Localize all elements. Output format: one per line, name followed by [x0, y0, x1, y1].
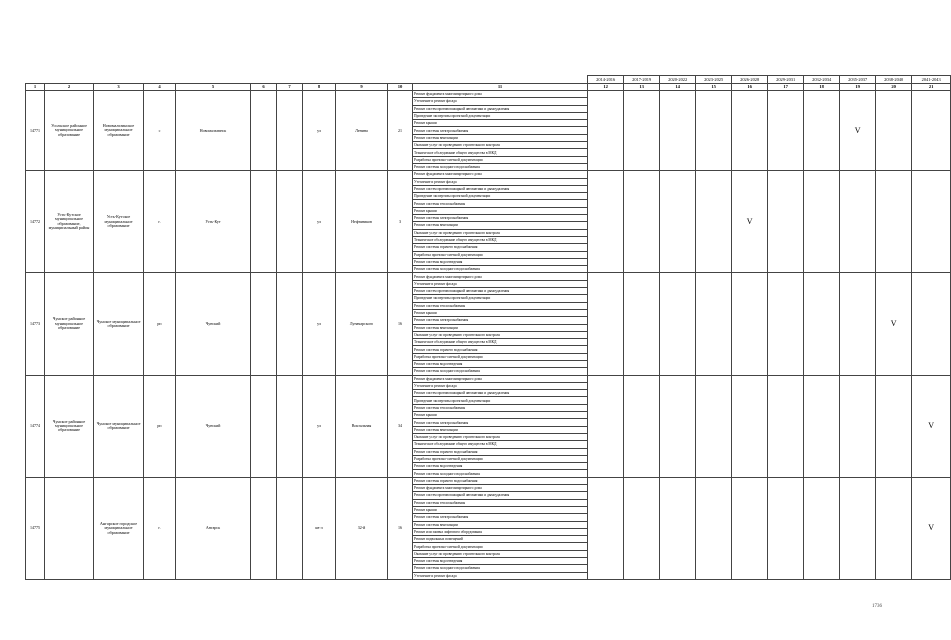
period-cell	[624, 375, 660, 477]
work-item: Ремонт системы водоотведения	[413, 258, 588, 265]
period-mark: V	[912, 375, 951, 477]
settlement-name: Чунский	[176, 375, 251, 477]
work-item: Разработка проектно-сметной документации	[413, 353, 588, 360]
period-cell	[840, 477, 876, 579]
period-header: 2014-2016	[588, 76, 624, 84]
municipality-name: Чунское муниципальное образование	[94, 375, 144, 477]
record-id: 14773	[26, 273, 45, 375]
column-number: 4	[144, 84, 176, 91]
period-header: 2023-2025	[696, 76, 732, 84]
period-mark: V	[732, 171, 768, 273]
period-cell	[624, 91, 660, 171]
period-cell	[912, 91, 951, 171]
street-name: Вокзальная	[336, 375, 388, 477]
work-item: Утепление и ремонт фасада	[413, 382, 588, 389]
work-item: Ремонт системы теплоснабжения	[413, 404, 588, 411]
period-cell	[840, 171, 876, 273]
period-header: 2026-2028	[732, 76, 768, 84]
work-item: Ремонт системы водоотведения	[413, 558, 588, 565]
column-number: 9	[336, 84, 388, 91]
period-cell	[768, 477, 804, 579]
column-number: 6	[251, 84, 277, 91]
column-number: 21	[912, 84, 951, 91]
district-name	[45, 477, 94, 579]
period-cell	[696, 91, 732, 171]
settlement-name: Новомальтинск	[176, 91, 251, 171]
work-item: Ремонт системы электроснабжения	[413, 127, 588, 134]
column-number: 8	[303, 84, 336, 91]
district-name: Чунское районное муниципальное образование	[45, 273, 94, 375]
work-item: Ремонт системы холодного водоснабжения	[413, 368, 588, 375]
work-item: Ремонт системы электроснабжения	[413, 419, 588, 426]
period-header: 2041-2043	[912, 76, 951, 84]
work-item: Ремонт системы теплоснабжения	[413, 499, 588, 506]
table-row	[26, 375, 951, 382]
period-cell	[804, 91, 840, 171]
work-item: Проведение экспертизы проектной документации	[413, 112, 588, 119]
work-item: Ремонт системы горячего водоснабжения	[413, 244, 588, 251]
column-number: 3	[94, 84, 144, 91]
period-cell	[588, 477, 624, 579]
work-item: Техническое обследование общего имущества в МКД	[413, 339, 588, 346]
column-number-row	[26, 84, 951, 91]
period-cell	[624, 273, 660, 375]
period-cell	[660, 171, 696, 273]
settlement-type: г.	[144, 171, 176, 273]
work-item: Ремонт крыши	[413, 120, 588, 127]
work-item: Ремонт систем противопожарной автоматики и дымоудаления	[413, 390, 588, 397]
street-name: Ленина	[336, 91, 388, 171]
work-item: Проведение экспертизы проектной документации	[413, 397, 588, 404]
street-name: 32-й	[336, 477, 388, 579]
work-item: Ремонт крыши	[413, 506, 588, 513]
work-item: Ремонт системы вентиляции	[413, 134, 588, 141]
work-item: Ремонт системы теплоснабжения	[413, 200, 588, 207]
column-number: 2	[45, 84, 94, 91]
house-number: 16	[388, 273, 413, 375]
period-cell	[660, 273, 696, 375]
period-header: 2017-2019	[624, 76, 660, 84]
work-item: Техническое обследование общего имущества в МКД	[413, 149, 588, 156]
work-item: Утепление и ремонт фасада	[413, 572, 588, 579]
work-item: Разработка проектно-сметной документации	[413, 156, 588, 163]
work-item: Ремонт систем противопожарной автоматики и дымоудаления	[413, 105, 588, 112]
period-cell	[768, 91, 804, 171]
house-number: 21	[388, 91, 413, 171]
period-cell	[660, 477, 696, 579]
column-number: 20	[876, 84, 912, 91]
period-cell	[732, 273, 768, 375]
work-item: Оказание услуг по проведению строительного контроля	[413, 433, 588, 440]
work-item: Оказание услуг по проведению строительного контроля	[413, 550, 588, 557]
period-cell	[732, 91, 768, 171]
work-item: Ремонт системы холодного водоснабжения	[413, 266, 588, 273]
settlement-type: г.	[144, 477, 176, 579]
work-item: Ремонт подвальных помещений	[413, 536, 588, 543]
work-item: Ремонт системы вентиляции	[413, 324, 588, 331]
work-item: Утепление и ремонт фасада	[413, 280, 588, 287]
work-item: Ремонт фундамента многоквартирного дома	[413, 375, 588, 382]
period-header-row	[26, 76, 951, 84]
work-item: Ремонт фундамента многоквартирного дома	[413, 485, 588, 492]
work-item: Ремонт систем противопожарной автоматики и дымоудаления	[413, 288, 588, 295]
municipality-name: Чунское муниципальное образование	[94, 273, 144, 375]
period-cell	[912, 273, 951, 375]
district-name: Чунское районное муниципальное образование	[45, 375, 94, 477]
period-mark: V	[876, 273, 912, 375]
work-item: Ремонт системы вентиляции	[413, 222, 588, 229]
street-name: Луначарского	[336, 273, 388, 375]
period-cell	[804, 477, 840, 579]
period-header: 2032-2034	[804, 76, 840, 84]
work-item: Проведение экспертизы проектной документации	[413, 193, 588, 200]
work-item: Ремонт системы холодного водоснабжения	[413, 565, 588, 572]
period-cell	[624, 477, 660, 579]
column-number: 15	[696, 84, 732, 91]
work-item: Ремонт крыши	[413, 207, 588, 214]
table-row	[26, 273, 951, 280]
table-row	[26, 477, 951, 484]
settlement-type: рп	[144, 273, 176, 375]
page-number: 1736	[872, 604, 882, 609]
empty-cell	[277, 91, 303, 171]
work-item: Ремонт системы теплоснабжения	[413, 302, 588, 309]
work-item: Утепление и ремонт фасада	[413, 178, 588, 185]
work-item: Ремонт или замена лифтового оборудования	[413, 528, 588, 535]
period-cell	[876, 375, 912, 477]
work-item: Ремонт крыши	[413, 309, 588, 316]
period-cell	[624, 171, 660, 273]
street-type: ул	[303, 171, 336, 273]
column-number: 10	[388, 84, 413, 91]
work-item: Ремонт системы вентиляции	[413, 521, 588, 528]
work-item: Ремонт системы горячего водоснабжения	[413, 477, 588, 484]
work-item: Техническое обследование общего имущества в МКД	[413, 236, 588, 243]
work-item: Оказание услуг по проведению строительного контроля	[413, 229, 588, 236]
period-header: 2038-2040	[876, 76, 912, 84]
work-item: Ремонт крыши	[413, 412, 588, 419]
period-cell	[840, 375, 876, 477]
period-cell	[660, 375, 696, 477]
period-cell	[588, 91, 624, 171]
municipality-name: Усть-Кутское муниципальное образование	[94, 171, 144, 273]
period-cell	[768, 375, 804, 477]
work-item: Ремонт системы водоотведения	[413, 463, 588, 470]
work-item: Ремонт системы холодного водоснабжения	[413, 163, 588, 170]
work-item: Ремонт фундамента многоквартирного дома	[413, 171, 588, 178]
work-item: Ремонт системы водоотведения	[413, 360, 588, 367]
period-header: 2020-2022	[660, 76, 696, 84]
work-item: Оказание услуг по проведению строительного контроля	[413, 331, 588, 338]
municipality-name: Новомальтинское муниципальное образование	[94, 91, 144, 171]
work-item: Ремонт системы горячего водоснабжения	[413, 346, 588, 353]
work-item: Проведение экспертизы проектной документации	[413, 295, 588, 302]
period-cell	[660, 91, 696, 171]
house-number: 16	[388, 477, 413, 579]
work-item: Ремонт системы электроснабжения	[413, 317, 588, 324]
period-cell	[912, 171, 951, 273]
district-name: Усольское районное муниципальное образование	[45, 91, 94, 171]
period-cell	[804, 273, 840, 375]
work-item: Ремонт системы электроснабжения	[413, 215, 588, 222]
period-cell	[804, 171, 840, 273]
settlement-type: рп	[144, 375, 176, 477]
work-item: Ремонт фундамента многоквартирного дома	[413, 91, 588, 98]
work-item: Ремонт системы электроснабжения	[413, 514, 588, 521]
work-item: Ремонт систем противопожарной автоматики и дымоудаления	[413, 492, 588, 499]
period-cell	[588, 273, 624, 375]
settlement-type: с	[144, 91, 176, 171]
column-number: 17	[768, 84, 804, 91]
capital-repair-table	[25, 75, 951, 580]
period-cell	[696, 375, 732, 477]
work-item: Техническое обследование общего имущества в МКД	[413, 441, 588, 448]
period-cell	[804, 375, 840, 477]
work-item: Ремонт системы холодного водоснабжения	[413, 470, 588, 477]
column-number: 18	[804, 84, 840, 91]
street-type: ул	[303, 273, 336, 375]
empty-cell	[277, 375, 303, 477]
work-item: Разработка проектно-сметной документации	[413, 251, 588, 258]
empty-cell	[277, 171, 303, 273]
column-number: 12	[588, 84, 624, 91]
column-number: 1	[26, 84, 45, 91]
empty-cell	[251, 477, 277, 579]
period-cell	[876, 477, 912, 579]
work-item: Оказание услуг по проведению строительного контроля	[413, 142, 588, 149]
street-type: ул	[303, 91, 336, 171]
column-number: 19	[840, 84, 876, 91]
header-blank	[26, 76, 588, 84]
column-number: 11	[413, 84, 588, 91]
table-row	[26, 171, 951, 178]
settlement-name: Ангарск	[176, 477, 251, 579]
record-id: 14775	[26, 477, 45, 579]
work-item: Ремонт системы горячего водоснабжения	[413, 448, 588, 455]
work-item: Разработка проектно-сметной документации	[413, 543, 588, 550]
period-cell	[696, 273, 732, 375]
district-name: Усть-Кутское муниципальное образование, муниципальный район	[45, 171, 94, 273]
period-header: 2029-2031	[768, 76, 804, 84]
period-mark: V	[912, 477, 951, 579]
empty-cell	[277, 477, 303, 579]
house-number: 34	[388, 375, 413, 477]
street-type: ул	[303, 375, 336, 477]
period-cell	[732, 375, 768, 477]
empty-cell	[251, 273, 277, 375]
period-cell	[876, 91, 912, 171]
empty-cell	[251, 91, 277, 171]
work-item: Ремонт системы вентиляции	[413, 426, 588, 433]
column-number: 7	[277, 84, 303, 91]
work-item: Ремонт фундамента многоквартирного дома	[413, 273, 588, 280]
work-item: Разработка проектно-сметной документации	[413, 455, 588, 462]
settlement-name: Чунский	[176, 273, 251, 375]
period-cell	[876, 171, 912, 273]
municipality-name: Ангарское городское муниципальное образование	[94, 477, 144, 579]
period-cell	[696, 171, 732, 273]
work-item: Утепление и ремонт фасада	[413, 98, 588, 105]
column-number: 5	[176, 84, 251, 91]
period-cell	[840, 273, 876, 375]
period-cell	[768, 171, 804, 273]
period-cell	[768, 273, 804, 375]
record-id: 14774	[26, 375, 45, 477]
period-mark: V	[840, 91, 876, 171]
record-id: 14772	[26, 171, 45, 273]
period-cell	[696, 477, 732, 579]
empty-cell	[277, 273, 303, 375]
empty-cell	[251, 375, 277, 477]
street-type: кв-л	[303, 477, 336, 579]
column-number: 13	[624, 84, 660, 91]
table-row	[26, 91, 951, 98]
document-page	[25, 75, 941, 578]
empty-cell	[251, 171, 277, 273]
work-item: Ремонт систем противопожарной автоматики и дымоудаления	[413, 185, 588, 192]
period-cell	[588, 375, 624, 477]
period-header: 2035-2037	[840, 76, 876, 84]
period-cell	[732, 477, 768, 579]
settlement-name: Усть-Кут	[176, 171, 251, 273]
record-id: 14771	[26, 91, 45, 171]
column-number: 14	[660, 84, 696, 91]
street-name: Нефтяников	[336, 171, 388, 273]
house-number: 3	[388, 171, 413, 273]
period-cell	[588, 171, 624, 273]
column-number: 16	[732, 84, 768, 91]
